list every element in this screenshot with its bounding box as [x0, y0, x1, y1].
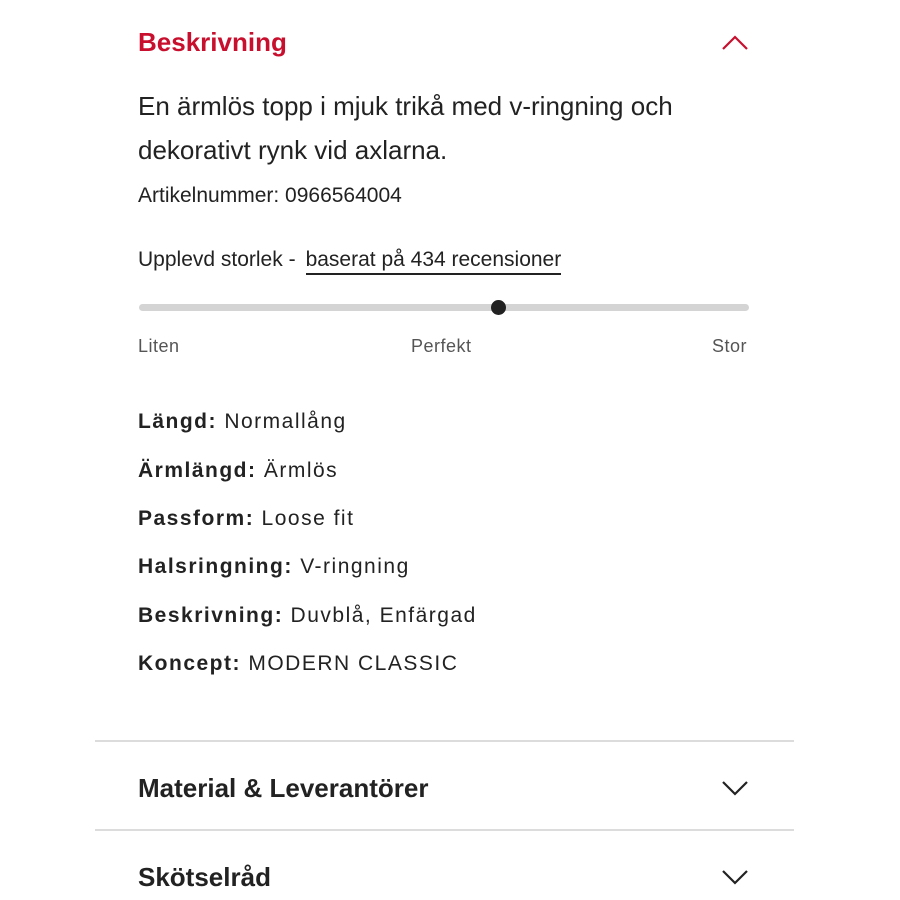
- accordion-title: Material & Leverantörer: [138, 772, 429, 803]
- fit-row: [138, 248, 561, 275]
- accordion-title: Skötselråd: [138, 861, 271, 892]
- article-number: Artikelnummer: 0966564004: [138, 184, 402, 207]
- attribute-row: [138, 604, 477, 628]
- attribute-key: Halsringning:: [138, 555, 293, 578]
- attribute-row: [138, 410, 347, 434]
- reviews-link[interactable]: baserat på 434 recensioner: [306, 248, 562, 275]
- fit-scale-small: Liten: [138, 336, 180, 356]
- attribute-value: Normallång: [224, 410, 347, 433]
- attribute-key: Beskrivning:: [138, 604, 284, 627]
- attribute-key: Längd:: [138, 410, 217, 433]
- accordion-material-suppliers[interactable]: [138, 768, 750, 808]
- attribute-value: Ärmlös: [263, 459, 339, 482]
- attribute-value: MODERN CLASSIC: [248, 652, 459, 675]
- attribute-value: Loose fit: [261, 507, 355, 530]
- attribute-row: [138, 652, 458, 676]
- attribute-row: [138, 507, 354, 531]
- fit-scale-perfect: Perfekt: [411, 336, 472, 356]
- attribute-key: Passform:: [138, 507, 255, 530]
- attribute-row: [138, 459, 338, 483]
- divider: [95, 829, 794, 831]
- attribute-row: [138, 555, 410, 579]
- fit-label: Upplevd storlek -: [138, 248, 296, 271]
- fit-scale-large: Stor: [712, 336, 748, 356]
- accordion-care-advice[interactable]: [138, 857, 750, 897]
- attribute-key: Ärmlängd:: [138, 459, 257, 482]
- chevron-up-icon[interactable]: [720, 27, 750, 57]
- description-section-header[interactable]: [138, 22, 750, 62]
- product-description: En ärmlös topp i mjuk trikå med v-ringning och dekorativt rynk vid axlarna.: [138, 91, 673, 165]
- chevron-down-icon[interactable]: [720, 773, 750, 803]
- fit-slider-thumb: [491, 300, 506, 315]
- attribute-key: Koncept:: [138, 652, 241, 675]
- description-section-title: Beskrivning: [138, 26, 287, 57]
- divider: [95, 740, 794, 742]
- chevron-down-icon[interactable]: [720, 862, 750, 892]
- attribute-value: V-ringning: [300, 555, 410, 578]
- attribute-value: Duvblå, Enfärgad: [290, 604, 477, 627]
- fit-slider-track: [139, 304, 749, 311]
